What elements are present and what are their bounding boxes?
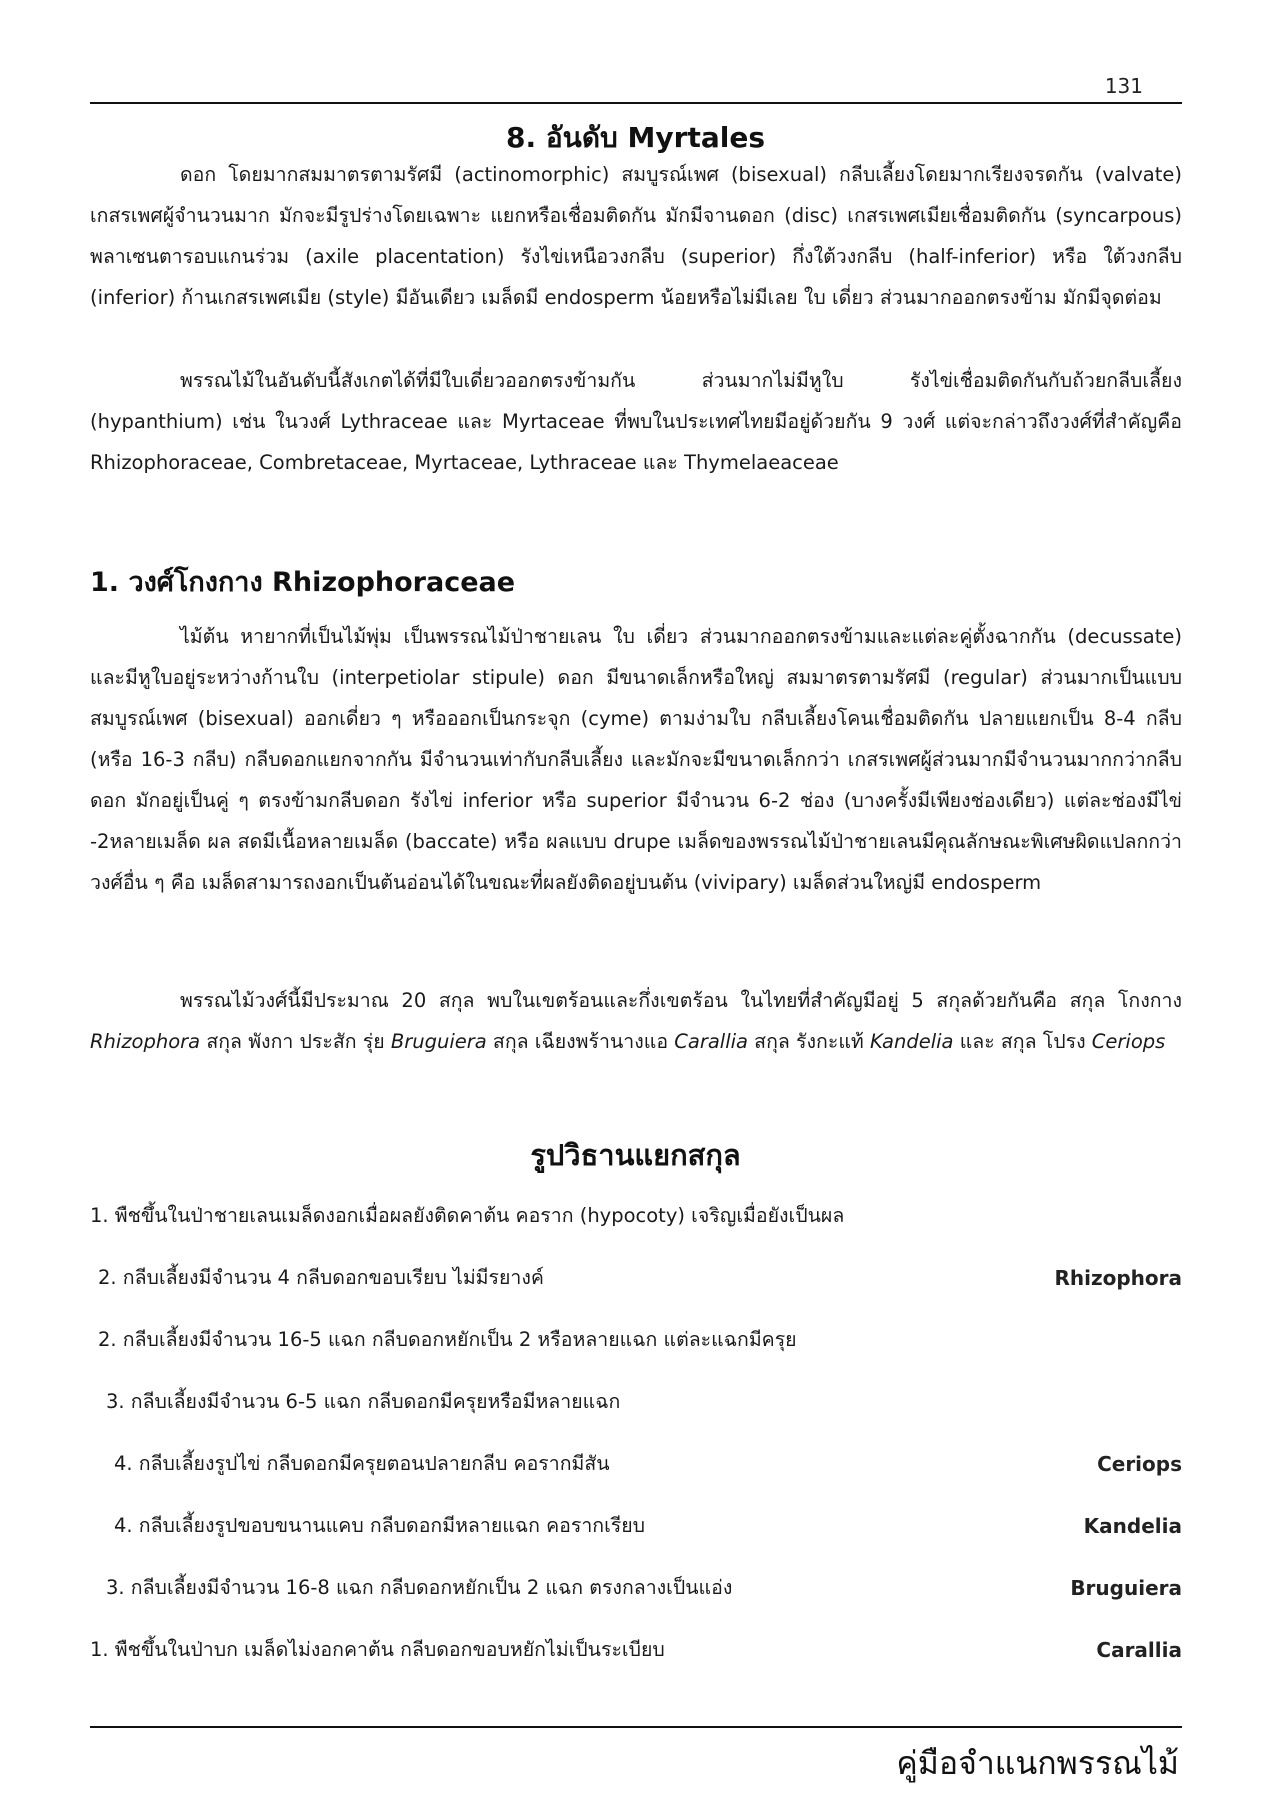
key-row — [90, 1506, 1182, 1546]
genera-lead: พรรณไม้วงศ์นี้มีประมาณ 20 สกุล พบในเขตร้อนและกึ่งเขตร้อน ในไทยที่สำคัญมีอยู่ 5 สกุลด้วยกันคือ สกุล โกงกาง — [180, 989, 1182, 1012]
intro-paragraph-1: ดอก โดยมากสมมาตรตามรัศมี (actinomorphic) สมบูรณ์เพศ (bisexual) กลีบเลี้ยงโดยมากเรียงจรดกัน (valvate) เกสรเพศผู้จำนวนมาก มักจะมีรูปร่างโดยเฉพาะ แยกหรือเชื่อมติดกัน มักมีจานดอก (disc) เกสรเพศเมียเชื่อมติดกัน (syncarpous) พลาเซนตารอบแกนร่วม (axile placentation) รังไข่เหนือวงกลีบ (superior) กึ่งใต้วงกลีบ (half-inferior) หรือ ใต้วงกลีบ (inferior) ก้านเกสรเพศเมีย (style) มีอันเดียว เมล็ดมี endosperm น้อยหรือไม่มีเลย ใบ เดี่ยว ส่วนมากออกตรงข้าม มักมีจุดต่อม — [90, 163, 1182, 309]
key-text: 4. กลีบเลี้ยงรูปไข่ กลีบดอกมีครุยตอนปลายกลีบ คอรากมีสัน — [114, 1452, 610, 1475]
family-description: ไม้ต้น หายากที่เป็นไม้พุ่ม เป็นพรรณไม้ป่าชายเลน ใบ เดี่ยว ส่วนมากออกตรงข้ามและแต่ละคู่ตั้งฉากกัน (decussate) และมีหูใบอยู่ระหว่างก้านใบ (interpetiolar stipule) ดอก มีขนาดเล็กหรือใหญ่ สมมาตรตามรัศมี (regular) ส่วนมากเป็นแบบสมบูรณ์เพศ (bisexual) ออกเดี่ยว ๆ หรือออกเป็นกระจุก (cyme) ตามง่ามใบ กลีบเลี้ยงโคนเชื่อมติดกัน ปลายแยกเป็น 8-4 กลีบ (หรือ 16-3 กลีบ) กลีบดอกแยกจากกัน มีจำนวนเท่ากับกลีบเลี้ยง และมักจะมีขนาดเล็กกว่า เกสรเพศผู้ส่วนมากมีจำนวนมากกว่ากลีบดอก มักอยู่เป็นคู่ ๆ ตรงข้ามกลีบดอก รังไข่ inferior หรือ superior มีจำนวน 6-2 ช่อง (บางครั้งมีเพียงช่องเดียว) แต่ละช่องมีไข่ -2หลายเมล็ด ผล สดมีเนื้อหลายเมล็ด (baccate) หรือ ผลแบบ drupe เมล็ดของพรรณไม้ป่าชายเลนมีคุณลักษณะพิเศษผิดแปลกกว่าวงศ์อื่น ๆ คือ เมล็ดสามารถงอกเป็นต้นอ่อนได้ในขณะที่ผลยังติดอยู่บนต้น (vivipary) เมล็ดส่วนใหญ่มี endosperm — [90, 625, 1182, 894]
footer-rule — [90, 1726, 1182, 1728]
genera-paragraph — [90, 980, 1182, 1062]
genera-text: และ สกุล โปรง — [953, 1030, 1092, 1053]
key-genus: Bruguiera — [1070, 1576, 1182, 1600]
key-genus: Kandelia — [1083, 1514, 1182, 1538]
footer-title: คู่มือจำแนกพรรณไม้ — [896, 1744, 1179, 1782]
intro-paragraph-2: พรรณไม้ในอันดับนี้สังเกตได้ที่มีใบเดี่ยวออกตรงข้ามกัน ส่วนมากไม่มีหูใบ รังไข่เชื่อมติดกันกับถ้วยกลีบเลี้ยง (hypanthium) เช่น ในวงศ์ Lythraceae และ Myrtaceae ที่พบในประเทศไทยมีอยู่ด้วยกัน 9 วงศ์ แต่จะกล่าวถึงวงศ์ที่สำคัญคือ Rhizophoraceae, Combretaceae, Myrtaceae, Lythraceae และ Thymelaeaceae — [90, 369, 1182, 474]
key-row — [90, 1320, 1182, 1360]
key-genus: Ceriops — [1097, 1452, 1182, 1476]
genus-name: Carallia — [674, 1030, 748, 1053]
genus-name: Bruguiera — [390, 1030, 487, 1053]
key-text: 1. พืชขึ้นในป่าบก เมล็ดไม่งอกคาต้น กลีบดอกขอบหยักไม่เป็นระเบียบ — [90, 1638, 665, 1661]
genera-text: สกุล เฉียงพร้านางแอ — [486, 1030, 675, 1053]
genus-name: Ceriops — [1091, 1030, 1166, 1053]
page-number: 131 — [1104, 74, 1143, 98]
genus-name: Kandelia — [869, 1030, 954, 1053]
key-row — [90, 1568, 1182, 1608]
key-row — [90, 1444, 1182, 1484]
key-genus: Rhizophora — [1054, 1266, 1182, 1290]
key-text: 4. กลีบเลี้ยงรูปขอบขนานแคบ กลีบดอกมีหลายแฉก คอรากเรียบ — [114, 1514, 646, 1537]
key-text: 3. กลีบเลี้ยงมีจำนวน 16-8 แฉก กลีบดอกหยักเป็น 2 แฉก ตรงกลางเป็นแอ่ง — [106, 1576, 733, 1599]
genera-text: สกุล รังกะแท้ — [747, 1030, 870, 1053]
key-row — [90, 1630, 1182, 1670]
family-heading: 1. วงศ์โกงกาง Rhizophoraceae — [90, 567, 516, 598]
key-text: 1. พืชขึ้นในป่าชายเลนเมล็ดงอกเมื่อผลยังติดคาต้น คอราก (hypocoty) เจริญเมื่อยังเป็นผล — [90, 1204, 845, 1227]
key-row — [90, 1382, 1182, 1422]
header-rule — [90, 102, 1182, 104]
genus-name: Rhizophora — [90, 1030, 201, 1053]
key-row — [90, 1258, 1182, 1298]
key-text: 2. กลีบเลี้ยงมีจำนวน 4 กลีบดอกขอบเรียบ ไม่มีรยางค์ — [98, 1266, 544, 1289]
key-text: 2. กลีบเลี้ยงมีจำนวน 16-5 แฉก กลีบดอกหยักเป็น 2 หรือหลายแฉก แต่ละแฉกมีครุย — [98, 1328, 797, 1351]
key-row — [90, 1196, 1182, 1236]
genera-text: สกุล พังกา ประสัก รุ่ย — [200, 1030, 391, 1053]
chapter-title: 8. อันดับ Myrtales — [506, 121, 765, 154]
key-text: 3. กลีบเลี้ยงมีจำนวน 6-5 แฉก กลีบดอกมีครุยหรือมีหลายแฉก — [106, 1390, 621, 1413]
key-genus: Carallia — [1096, 1638, 1182, 1662]
key-title: รูปวิธานแยกสกุล — [530, 1138, 741, 1172]
